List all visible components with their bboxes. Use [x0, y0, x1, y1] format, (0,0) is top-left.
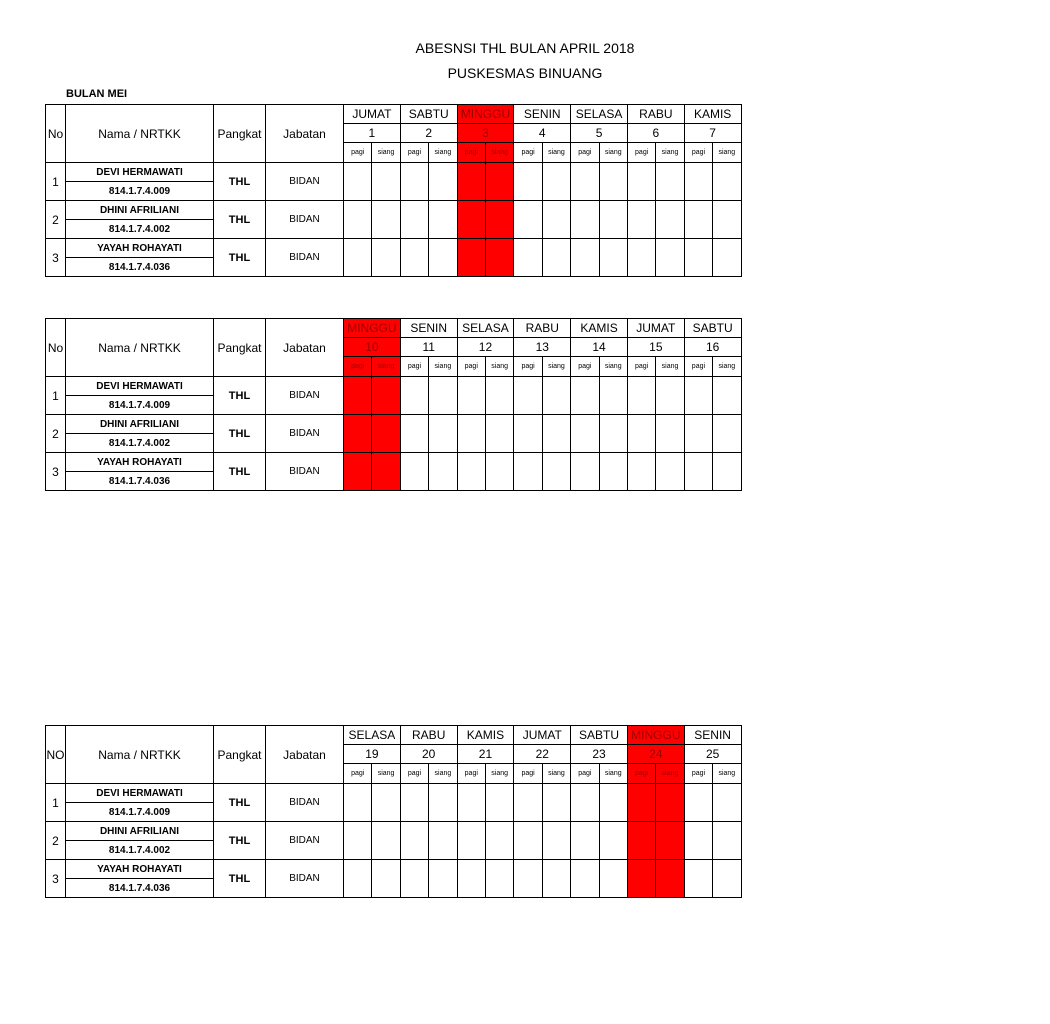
attendance-cell[interactable] [429, 201, 457, 239]
attendance-cell[interactable] [627, 415, 655, 453]
employee-jabatan: BIDAN [266, 163, 344, 201]
header-pangkat: Pangkat [214, 105, 266, 163]
shift-label: siang [542, 143, 570, 163]
attendance-cell[interactable] [485, 860, 513, 898]
shift-label: pagi [627, 143, 655, 163]
attendance-cell[interactable] [400, 453, 428, 491]
attendance-cell[interactable] [713, 415, 741, 453]
attendance-cell[interactable] [684, 453, 712, 491]
day-date: 15 [627, 338, 684, 357]
shift-label: pagi [400, 764, 428, 784]
shift-label: pagi [571, 357, 599, 377]
day-date: 5 [571, 124, 628, 143]
attendance-cell[interactable] [713, 860, 741, 898]
day-date: 21 [457, 745, 514, 764]
attendance-cell[interactable] [656, 453, 684, 491]
attendance-cell[interactable] [372, 163, 400, 201]
employee-row [46, 201, 742, 220]
attendance-cell[interactable] [542, 822, 570, 860]
shift-label: pagi [571, 143, 599, 163]
attendance-cell[interactable] [400, 163, 428, 201]
attendance-table-2 [45, 318, 742, 491]
shift-label: siang [599, 143, 627, 163]
attendance-cell[interactable] [485, 822, 513, 860]
shift-label: pagi [344, 764, 372, 784]
attendance-cell[interactable] [571, 415, 599, 453]
header-row-days [46, 726, 742, 745]
header-nama: Nama / NRTKK [66, 319, 214, 377]
attendance-cell[interactable] [599, 415, 627, 453]
attendance-cell[interactable] [514, 453, 542, 491]
attendance-cell[interactable] [571, 201, 599, 239]
day-date: 19 [344, 745, 401, 764]
employee-name: YAYAH ROHAYATI [66, 860, 214, 879]
attendance-cell[interactable] [713, 239, 741, 277]
attendance-cell[interactable] [344, 377, 372, 415]
attendance-cell[interactable] [713, 377, 741, 415]
shift-label: siang [713, 143, 741, 163]
employee-name: YAYAH ROHAYATI [66, 453, 214, 472]
day-date: 12 [457, 338, 514, 357]
employee-no: 2 [46, 201, 66, 239]
header-pangkat: Pangkat [214, 726, 266, 784]
attendance-cell[interactable] [542, 784, 570, 822]
shift-label: siang [656, 357, 684, 377]
attendance-cell[interactable] [514, 201, 542, 239]
attendance-cell[interactable] [542, 377, 570, 415]
employee-name: DHINI AFRILIANI [66, 415, 214, 434]
day-date: 13 [514, 338, 571, 357]
shift-label: siang [542, 764, 570, 784]
day-date: 24 [627, 745, 684, 764]
employee-jabatan: BIDAN [266, 860, 344, 898]
attendance-cell[interactable] [627, 201, 655, 239]
attendance-cell[interactable] [656, 377, 684, 415]
attendance-cell[interactable] [457, 453, 485, 491]
day-name: SELASA [457, 319, 514, 338]
employee-row [46, 860, 742, 879]
day-name: KAMIS [571, 319, 628, 338]
attendance-cell[interactable] [400, 860, 428, 898]
day-name: SABTU [571, 726, 628, 745]
attendance-cell[interactable] [713, 784, 741, 822]
attendance-cell[interactable] [571, 163, 599, 201]
shift-label: siang [429, 143, 457, 163]
employee-no: 1 [46, 784, 66, 822]
header-row-days [46, 319, 742, 338]
header-nama: Nama / NRTKK [66, 726, 214, 784]
attendance-cell[interactable] [684, 860, 712, 898]
attendance-cell[interactable] [599, 163, 627, 201]
attendance-cell[interactable] [485, 201, 513, 239]
employee-nrtkk: 814.1.7.4.036 [66, 258, 214, 277]
day-date: 3 [457, 124, 514, 143]
employee-jabatan: BIDAN [266, 239, 344, 277]
attendance-cell[interactable] [713, 453, 741, 491]
attendance-cell[interactable] [684, 163, 712, 201]
day-name: JUMAT [344, 105, 401, 124]
attendance-cell[interactable] [542, 415, 570, 453]
day-name: MINGGU [627, 726, 684, 745]
employee-name: DHINI AFRILIANI [66, 822, 214, 841]
attendance-cell[interactable] [485, 377, 513, 415]
shift-label: pagi [514, 143, 542, 163]
attendance-cell[interactable] [542, 201, 570, 239]
attendance-cell[interactable] [485, 415, 513, 453]
day-date: 22 [514, 745, 571, 764]
attendance-cell[interactable] [684, 784, 712, 822]
attendance-cell[interactable] [627, 377, 655, 415]
employee-nrtkk: 814.1.7.4.002 [66, 220, 214, 239]
day-name: SENIN [684, 726, 741, 745]
attendance-cell[interactable] [713, 201, 741, 239]
employee-nrtkk: 814.1.7.4.009 [66, 803, 214, 822]
attendance-cell[interactable] [571, 377, 599, 415]
month-label: BULAN MEI [66, 88, 128, 100]
attendance-cell[interactable] [372, 377, 400, 415]
shift-label: pagi [457, 357, 485, 377]
attendance-cell[interactable] [514, 822, 542, 860]
attendance-cell[interactable] [344, 453, 372, 491]
attendance-cell[interactable] [485, 453, 513, 491]
attendance-cell[interactable] [457, 822, 485, 860]
header-jabatan: Jabatan [266, 105, 344, 163]
header-no: NO [46, 726, 66, 784]
shift-label: siang [713, 764, 741, 784]
employee-row [46, 377, 742, 396]
header-no: No [46, 319, 66, 377]
employee-name: DHINI AFRILIANI [66, 201, 214, 220]
employee-pangkat: THL [214, 163, 266, 201]
employee-nrtkk: 814.1.7.4.009 [66, 182, 214, 201]
attendance-cell[interactable] [372, 860, 400, 898]
employee-pangkat: THL [214, 453, 266, 491]
attendance-cell[interactable] [372, 453, 400, 491]
attendance-cell[interactable] [400, 239, 428, 277]
attendance-cell[interactable] [684, 201, 712, 239]
attendance-cell[interactable] [599, 377, 627, 415]
employee-jabatan: BIDAN [266, 453, 344, 491]
day-date: 23 [571, 745, 628, 764]
attendance-cell[interactable] [344, 860, 372, 898]
attendance-cell[interactable] [457, 784, 485, 822]
attendance-cell[interactable] [514, 239, 542, 277]
attendance-cell[interactable] [400, 784, 428, 822]
attendance-cell[interactable] [713, 163, 741, 201]
employee-jabatan: BIDAN [266, 201, 344, 239]
day-date: 6 [627, 124, 684, 143]
employee-row [46, 163, 742, 182]
shift-label: pagi [684, 357, 712, 377]
day-date: 2 [400, 124, 457, 143]
attendance-cell[interactable] [684, 415, 712, 453]
attendance-cell[interactable] [514, 784, 542, 822]
shift-label: pagi [400, 143, 428, 163]
attendance-cell[interactable] [571, 453, 599, 491]
attendance-cell[interactable] [599, 784, 627, 822]
shift-label: siang [429, 357, 457, 377]
employee-row [46, 453, 742, 472]
day-name: RABU [400, 726, 457, 745]
header-jabatan: Jabatan [266, 726, 344, 784]
employee-no: 3 [46, 453, 66, 491]
employee-nrtkk: 814.1.7.4.036 [66, 879, 214, 898]
employee-jabatan: BIDAN [266, 822, 344, 860]
attendance-cell[interactable] [656, 860, 684, 898]
attendance-cell[interactable] [599, 860, 627, 898]
employee-no: 2 [46, 415, 66, 453]
employee-pangkat: THL [214, 201, 266, 239]
attendance-cell[interactable] [457, 415, 485, 453]
attendance-cell[interactable] [457, 860, 485, 898]
attendance-cell[interactable] [372, 784, 400, 822]
attendance-cell[interactable] [713, 822, 741, 860]
employee-pangkat: THL [214, 822, 266, 860]
shift-label: siang [429, 764, 457, 784]
day-name: MINGGU [457, 105, 514, 124]
attendance-cell[interactable] [429, 377, 457, 415]
attendance-cell[interactable] [599, 201, 627, 239]
attendance-cell[interactable] [400, 377, 428, 415]
attendance-cell[interactable] [684, 239, 712, 277]
attendance-cell[interactable] [344, 239, 372, 277]
employee-nrtkk: 814.1.7.4.009 [66, 396, 214, 415]
attendance-cell[interactable] [400, 822, 428, 860]
attendance-cell[interactable] [514, 860, 542, 898]
shift-label: siang [372, 764, 400, 784]
header-pangkat: Pangkat [214, 319, 266, 377]
attendance-cell[interactable] [372, 415, 400, 453]
shift-label: pagi [684, 764, 712, 784]
shift-label: pagi [571, 764, 599, 784]
page-title: ABESNSI THL BULAN APRIL 2018 [415, 40, 635, 56]
day-name: SELASA [344, 726, 401, 745]
day-name: SABTU [684, 319, 741, 338]
attendance-cell[interactable] [599, 453, 627, 491]
day-date: 10 [344, 338, 401, 357]
attendance-cell[interactable] [656, 201, 684, 239]
employee-no: 1 [46, 163, 66, 201]
attendance-cell[interactable] [599, 239, 627, 277]
shift-label: pagi [684, 143, 712, 163]
day-name: RABU [627, 105, 684, 124]
shift-label: siang [656, 143, 684, 163]
employee-no: 3 [46, 239, 66, 277]
attendance-cell[interactable] [429, 239, 457, 277]
attendance-cell[interactable] [344, 201, 372, 239]
employee-nrtkk: 814.1.7.4.002 [66, 841, 214, 860]
attendance-cell[interactable] [429, 163, 457, 201]
employee-row [46, 239, 742, 258]
employee-name: DEVI HERMAWATI [66, 163, 214, 182]
employee-row [46, 784, 742, 803]
attendance-cell[interactable] [684, 377, 712, 415]
shift-label: pagi [627, 357, 655, 377]
attendance-table-2-wrap [45, 318, 736, 491]
attendance-cell[interactable] [542, 163, 570, 201]
day-date: 20 [400, 745, 457, 764]
day-name: MINGGU [344, 319, 401, 338]
page-subtitle: PUSKESMAS BINUANG [447, 65, 603, 81]
shift-label: pagi [514, 764, 542, 784]
attendance-cell[interactable] [571, 784, 599, 822]
employee-jabatan: BIDAN [266, 377, 344, 415]
attendance-cell[interactable] [457, 377, 485, 415]
employee-name: DEVI HERMAWATI [66, 377, 214, 396]
shift-label: siang [599, 764, 627, 784]
employee-nrtkk: 814.1.7.4.036 [66, 472, 214, 491]
shift-label: pagi [457, 764, 485, 784]
day-name: JUMAT [514, 726, 571, 745]
day-date: 25 [684, 745, 741, 764]
shift-label: pagi [400, 357, 428, 377]
attendance-cell[interactable] [542, 453, 570, 491]
attendance-cell[interactable] [457, 201, 485, 239]
attendance-cell[interactable] [457, 163, 485, 201]
attendance-cell[interactable] [372, 239, 400, 277]
attendance-cell[interactable] [429, 784, 457, 822]
day-date: 4 [514, 124, 571, 143]
attendance-cell[interactable] [599, 822, 627, 860]
attendance-cell[interactable] [542, 239, 570, 277]
attendance-table-3 [45, 725, 742, 898]
day-name: SENIN [514, 105, 571, 124]
attendance-cell[interactable] [372, 201, 400, 239]
attendance-cell[interactable] [485, 163, 513, 201]
attendance-cell[interactable] [344, 163, 372, 201]
attendance-cell[interactable] [656, 163, 684, 201]
employee-no: 2 [46, 822, 66, 860]
attendance-cell[interactable] [344, 822, 372, 860]
shift-label: siang [372, 143, 400, 163]
attendance-cell[interactable] [429, 415, 457, 453]
attendance-cell[interactable] [627, 822, 655, 860]
day-date: 16 [684, 338, 741, 357]
attendance-cell[interactable] [429, 453, 457, 491]
day-name: KAMIS [684, 105, 741, 124]
attendance-cell[interactable] [485, 239, 513, 277]
shift-label: siang [542, 357, 570, 377]
day-date: 14 [571, 338, 628, 357]
employee-no: 3 [46, 860, 66, 898]
attendance-cell[interactable] [514, 377, 542, 415]
shift-label: pagi [457, 143, 485, 163]
day-name: JUMAT [627, 319, 684, 338]
header-nama: Nama / NRTKK [66, 105, 214, 163]
employee-row [46, 415, 742, 434]
employee-pangkat: THL [214, 784, 266, 822]
attendance-cell[interactable] [372, 822, 400, 860]
shift-label: siang [713, 357, 741, 377]
attendance-table-3-wrap [45, 725, 736, 898]
attendance-cell[interactable] [571, 860, 599, 898]
attendance-table-1-wrap [45, 104, 736, 277]
employee-pangkat: THL [214, 239, 266, 277]
attendance-cell[interactable] [344, 784, 372, 822]
day-name: RABU [514, 319, 571, 338]
day-date: 1 [344, 124, 401, 143]
attendance-cell[interactable] [656, 415, 684, 453]
header-no: No [46, 105, 66, 163]
shift-label: siang [485, 357, 513, 377]
employee-pangkat: THL [214, 860, 266, 898]
employee-row [46, 822, 742, 841]
day-name: SABTU [400, 105, 457, 124]
employee-name: DEVI HERMAWATI [66, 784, 214, 803]
shift-label: pagi [514, 357, 542, 377]
employee-name: YAYAH ROHAYATI [66, 239, 214, 258]
attendance-cell[interactable] [684, 822, 712, 860]
attendance-cell[interactable] [514, 415, 542, 453]
shift-label: pagi [344, 357, 372, 377]
attendance-cell[interactable] [571, 822, 599, 860]
day-name: SENIN [400, 319, 457, 338]
attendance-table-1 [45, 104, 742, 277]
day-date: 11 [400, 338, 457, 357]
day-name: SELASA [571, 105, 628, 124]
day-name: KAMIS [457, 726, 514, 745]
attendance-cell[interactable] [627, 163, 655, 201]
attendance-cell[interactable] [542, 860, 570, 898]
attendance-cell[interactable] [627, 453, 655, 491]
attendance-cell[interactable] [429, 822, 457, 860]
attendance-cell[interactable] [627, 860, 655, 898]
shift-label: siang [485, 764, 513, 784]
day-date: 7 [684, 124, 741, 143]
employee-jabatan: BIDAN [266, 784, 344, 822]
shift-label: siang [656, 764, 684, 784]
shift-label: siang [599, 357, 627, 377]
attendance-cell[interactable] [344, 415, 372, 453]
attendance-cell[interactable] [656, 822, 684, 860]
attendance-cell[interactable] [485, 784, 513, 822]
attendance-cell[interactable] [514, 163, 542, 201]
employee-nrtkk: 814.1.7.4.002 [66, 434, 214, 453]
shift-label: pagi [627, 764, 655, 784]
attendance-cell[interactable] [429, 860, 457, 898]
employee-pangkat: THL [214, 415, 266, 453]
attendance-cell[interactable] [400, 415, 428, 453]
header-row-days [46, 105, 742, 124]
employee-no: 1 [46, 377, 66, 415]
shift-label: siang [372, 357, 400, 377]
employee-pangkat: THL [214, 377, 266, 415]
shift-label: pagi [344, 143, 372, 163]
attendance-cell[interactable] [656, 239, 684, 277]
attendance-cell[interactable] [571, 239, 599, 277]
shift-label: siang [485, 143, 513, 163]
attendance-cell[interactable] [627, 784, 655, 822]
header-jabatan: Jabatan [266, 319, 344, 377]
employee-jabatan: BIDAN [266, 415, 344, 453]
attendance-cell[interactable] [627, 239, 655, 277]
attendance-cell[interactable] [457, 239, 485, 277]
attendance-cell[interactable] [656, 784, 684, 822]
attendance-cell[interactable] [400, 201, 428, 239]
